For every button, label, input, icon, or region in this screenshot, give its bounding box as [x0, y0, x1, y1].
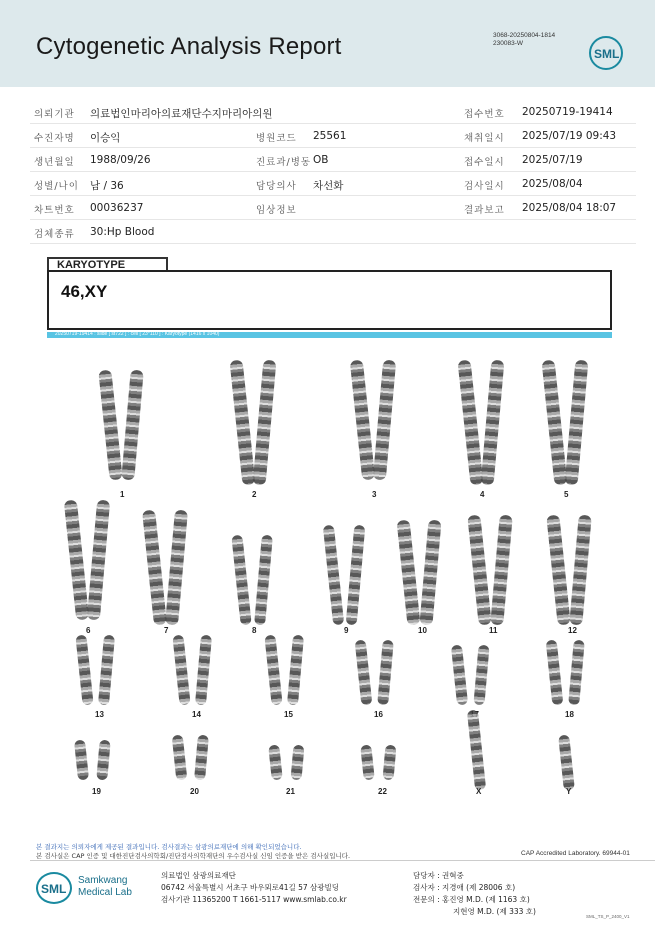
logo-subname: Medical Lab	[78, 887, 132, 898]
label-birth-date: 생년월일	[34, 157, 75, 168]
org-name: 의료법인 삼광의료재단	[161, 871, 236, 880]
label-requesting-institution: 의뢰기관	[34, 109, 75, 120]
form-code: SML_TS_P_2400_V1	[586, 914, 630, 919]
chromosome-13	[98, 635, 115, 706]
samkwang-logo	[36, 872, 142, 904]
slide-info-bar	[47, 332, 612, 338]
chromosome-label: 19	[92, 787, 101, 796]
chromosome-label: 9	[344, 626, 349, 635]
chromosome-14	[195, 635, 212, 706]
chromosome-9	[346, 525, 366, 626]
chromosome-Y	[558, 735, 575, 791]
label-clinical-info: 임상정보	[256, 205, 297, 216]
document-id-line2: 230083-W	[493, 40, 523, 47]
info-row	[30, 100, 636, 124]
chromosome-5	[565, 360, 589, 486]
chromosome-7	[165, 510, 188, 626]
patient-info-table	[30, 100, 636, 244]
chromosome-7	[142, 510, 167, 626]
karyotype-result-box	[47, 270, 612, 330]
chromosome-label: X	[476, 787, 482, 796]
chromosome-18	[568, 640, 585, 706]
chromosome-label: 15	[284, 710, 293, 719]
label-sex-age: 성별/나이	[34, 181, 79, 192]
karyotype-section-title: KARYOTYPE	[47, 257, 168, 271]
staff-in-charge: 담당자 : 권혁중	[413, 871, 464, 880]
chromosome-label: 10	[418, 626, 427, 635]
chromosome-label: 11	[489, 626, 498, 635]
info-row	[30, 196, 636, 220]
value-collection-datetime: 2025/07/19 09:43	[522, 130, 617, 142]
value-department: OB	[313, 154, 329, 166]
chromosome-label: 13	[95, 710, 104, 719]
chromosome-label: 2	[252, 490, 257, 499]
value-receipt-number: 20250719-19414	[522, 106, 613, 118]
value-birth-date: 1988/09/26	[90, 154, 151, 166]
info-row	[30, 124, 636, 148]
value-chart-number: 00036237	[90, 202, 144, 214]
staff-tester: 검사자 : 지경애 (제 28006 호)	[413, 883, 516, 892]
karyotype-result: 46,XY	[61, 282, 108, 301]
chromosome-12	[546, 515, 570, 626]
chromosome-label: 16	[374, 710, 383, 719]
chromosome-8	[254, 535, 273, 626]
chromosome-9	[323, 525, 344, 626]
chromosome-10	[419, 520, 441, 626]
chromosome-2	[253, 360, 277, 486]
value-report-datetime: 2025/08/04 18:07	[522, 202, 617, 214]
chromosome-label: 1	[120, 490, 125, 499]
chromosome-22	[360, 745, 375, 781]
chromosome-label: 21	[286, 787, 295, 796]
chromosome-14	[172, 635, 190, 706]
slide-info-text: 20250719-19414 : slide [ st722 ] : cell [ 23*110 ] : Karyotype (1416 x 1040)	[55, 331, 220, 337]
chromosome-label: 5	[564, 490, 569, 499]
staff-specialist-2: 지현영 M.D. (제 333 호)	[453, 907, 536, 916]
info-row	[30, 148, 636, 172]
chromosome-18	[546, 640, 564, 706]
chromosome-label: 20	[190, 787, 199, 796]
cap-accreditation: CAP Accredited Laboratory. 69944-01	[521, 850, 630, 857]
footer-note-accreditation: 본 검사실은 CAP 인증 및 대한진단검사의학회/진단검사의학재단의 우수검사실 신임 인증을 받은 검사실입니다.	[36, 852, 351, 860]
chromosome-1	[98, 370, 122, 481]
report-title: Cytogenetic Analysis Report	[36, 33, 342, 60]
chromosome-21	[290, 745, 304, 781]
value-receipt-date: 2025/07/19	[522, 154, 583, 166]
document-id-line1: 3068-20250804-1814	[493, 32, 556, 39]
value-hospital-code: 25561	[313, 130, 347, 142]
info-row	[30, 220, 636, 244]
value-test-date: 2025/08/04	[522, 178, 583, 190]
chromosome-5	[542, 360, 568, 486]
sml-logo-icon	[36, 872, 72, 904]
org-contact: 검사기관 11365200 T 1661-5117 www.smlab.co.kr	[161, 895, 347, 904]
chromosome-15	[287, 635, 304, 706]
sml-logo-icon	[589, 36, 623, 70]
chromosome-8	[231, 535, 251, 626]
chromosome-1	[121, 370, 144, 481]
label-specimen-type: 검체종류	[34, 229, 75, 240]
staff-specialist-1: 전문의 : 홍진영 M.D. (제 1163 호)	[413, 895, 530, 904]
chromosome-label: 14	[192, 710, 201, 719]
chromosome-label: 22	[378, 787, 387, 796]
chromosome-label: 6	[86, 626, 91, 635]
chromosome-4	[481, 360, 505, 486]
report-header	[0, 0, 655, 87]
chromosome-16	[355, 640, 373, 706]
chromosome-21	[268, 745, 283, 781]
info-row	[30, 172, 636, 196]
value-sex-age: 남 / 36	[90, 180, 124, 192]
label-department: 진료과/병동	[256, 157, 312, 168]
chromosome-17	[451, 645, 468, 706]
label-report-datetime: 결과보고	[464, 205, 505, 216]
chromosome-15	[264, 635, 282, 706]
chromosome-2	[230, 360, 256, 486]
value-patient-name: 이승익	[90, 132, 121, 144]
chromosome-label: 8	[252, 626, 257, 635]
sml-mark-text: SML	[41, 882, 67, 896]
chromosome-label: 18	[565, 710, 574, 719]
chromosome-13	[75, 635, 93, 706]
chromosome-20	[172, 735, 188, 781]
chromosome-label: 4	[480, 490, 485, 499]
org-address: 06742 서울특별시 서초구 바우뫼로41길 57 삼광빌딩	[161, 883, 340, 892]
footer-note-result: 본 결과지는 의뢰자에게 제공된 결과입니다. 검사결과는 삼광의료재단에 의해 확인되었습니다.	[36, 843, 302, 851]
chromosome-4	[458, 360, 484, 486]
footer-divider	[30, 860, 655, 861]
label-patient-name: 수진자명	[34, 133, 75, 144]
chromosome-label: 7	[164, 626, 169, 635]
chromosome-12	[569, 515, 592, 626]
chromosome-19	[96, 740, 110, 781]
chromosome-11	[490, 515, 513, 626]
label-receipt-date: 접수일시	[464, 157, 505, 168]
chromosome-19	[74, 740, 89, 781]
chromosome-17	[473, 645, 489, 706]
chromosome-X	[467, 710, 486, 791]
value-requesting-institution: 의료법인마리아의료재단수지마리아의원	[90, 108, 273, 120]
karyogram-image	[40, 340, 620, 805]
chromosome-16	[377, 640, 394, 706]
label-test-date: 검사일시	[464, 181, 505, 192]
sml-logo-text: SML	[594, 47, 620, 61]
logo-name: Samkwang	[78, 875, 128, 886]
label-collection-datetime: 채취일시	[464, 133, 505, 144]
chromosome-6	[87, 500, 110, 621]
chromosome-22	[382, 745, 396, 781]
label-physician: 담당의사	[256, 181, 297, 192]
label-hospital-code: 병원코드	[256, 133, 297, 144]
value-physician: 차선화	[313, 180, 344, 192]
chromosome-3	[350, 360, 375, 481]
chromosome-20	[194, 735, 209, 781]
chromosome-label: 3	[372, 490, 377, 499]
value-specimen-type: 30:Hp Blood	[90, 226, 155, 238]
label-receipt-number: 접수번호	[464, 109, 505, 120]
chromosome-11	[467, 515, 491, 626]
chromosome-label: 12	[568, 626, 577, 635]
document-id	[493, 32, 555, 48]
label-chart-number: 차트번호	[34, 205, 75, 216]
chromosome-label: Y	[566, 787, 572, 796]
chromosome-3	[373, 360, 396, 481]
chromosome-6	[64, 500, 89, 621]
chromosome-10	[397, 520, 421, 626]
